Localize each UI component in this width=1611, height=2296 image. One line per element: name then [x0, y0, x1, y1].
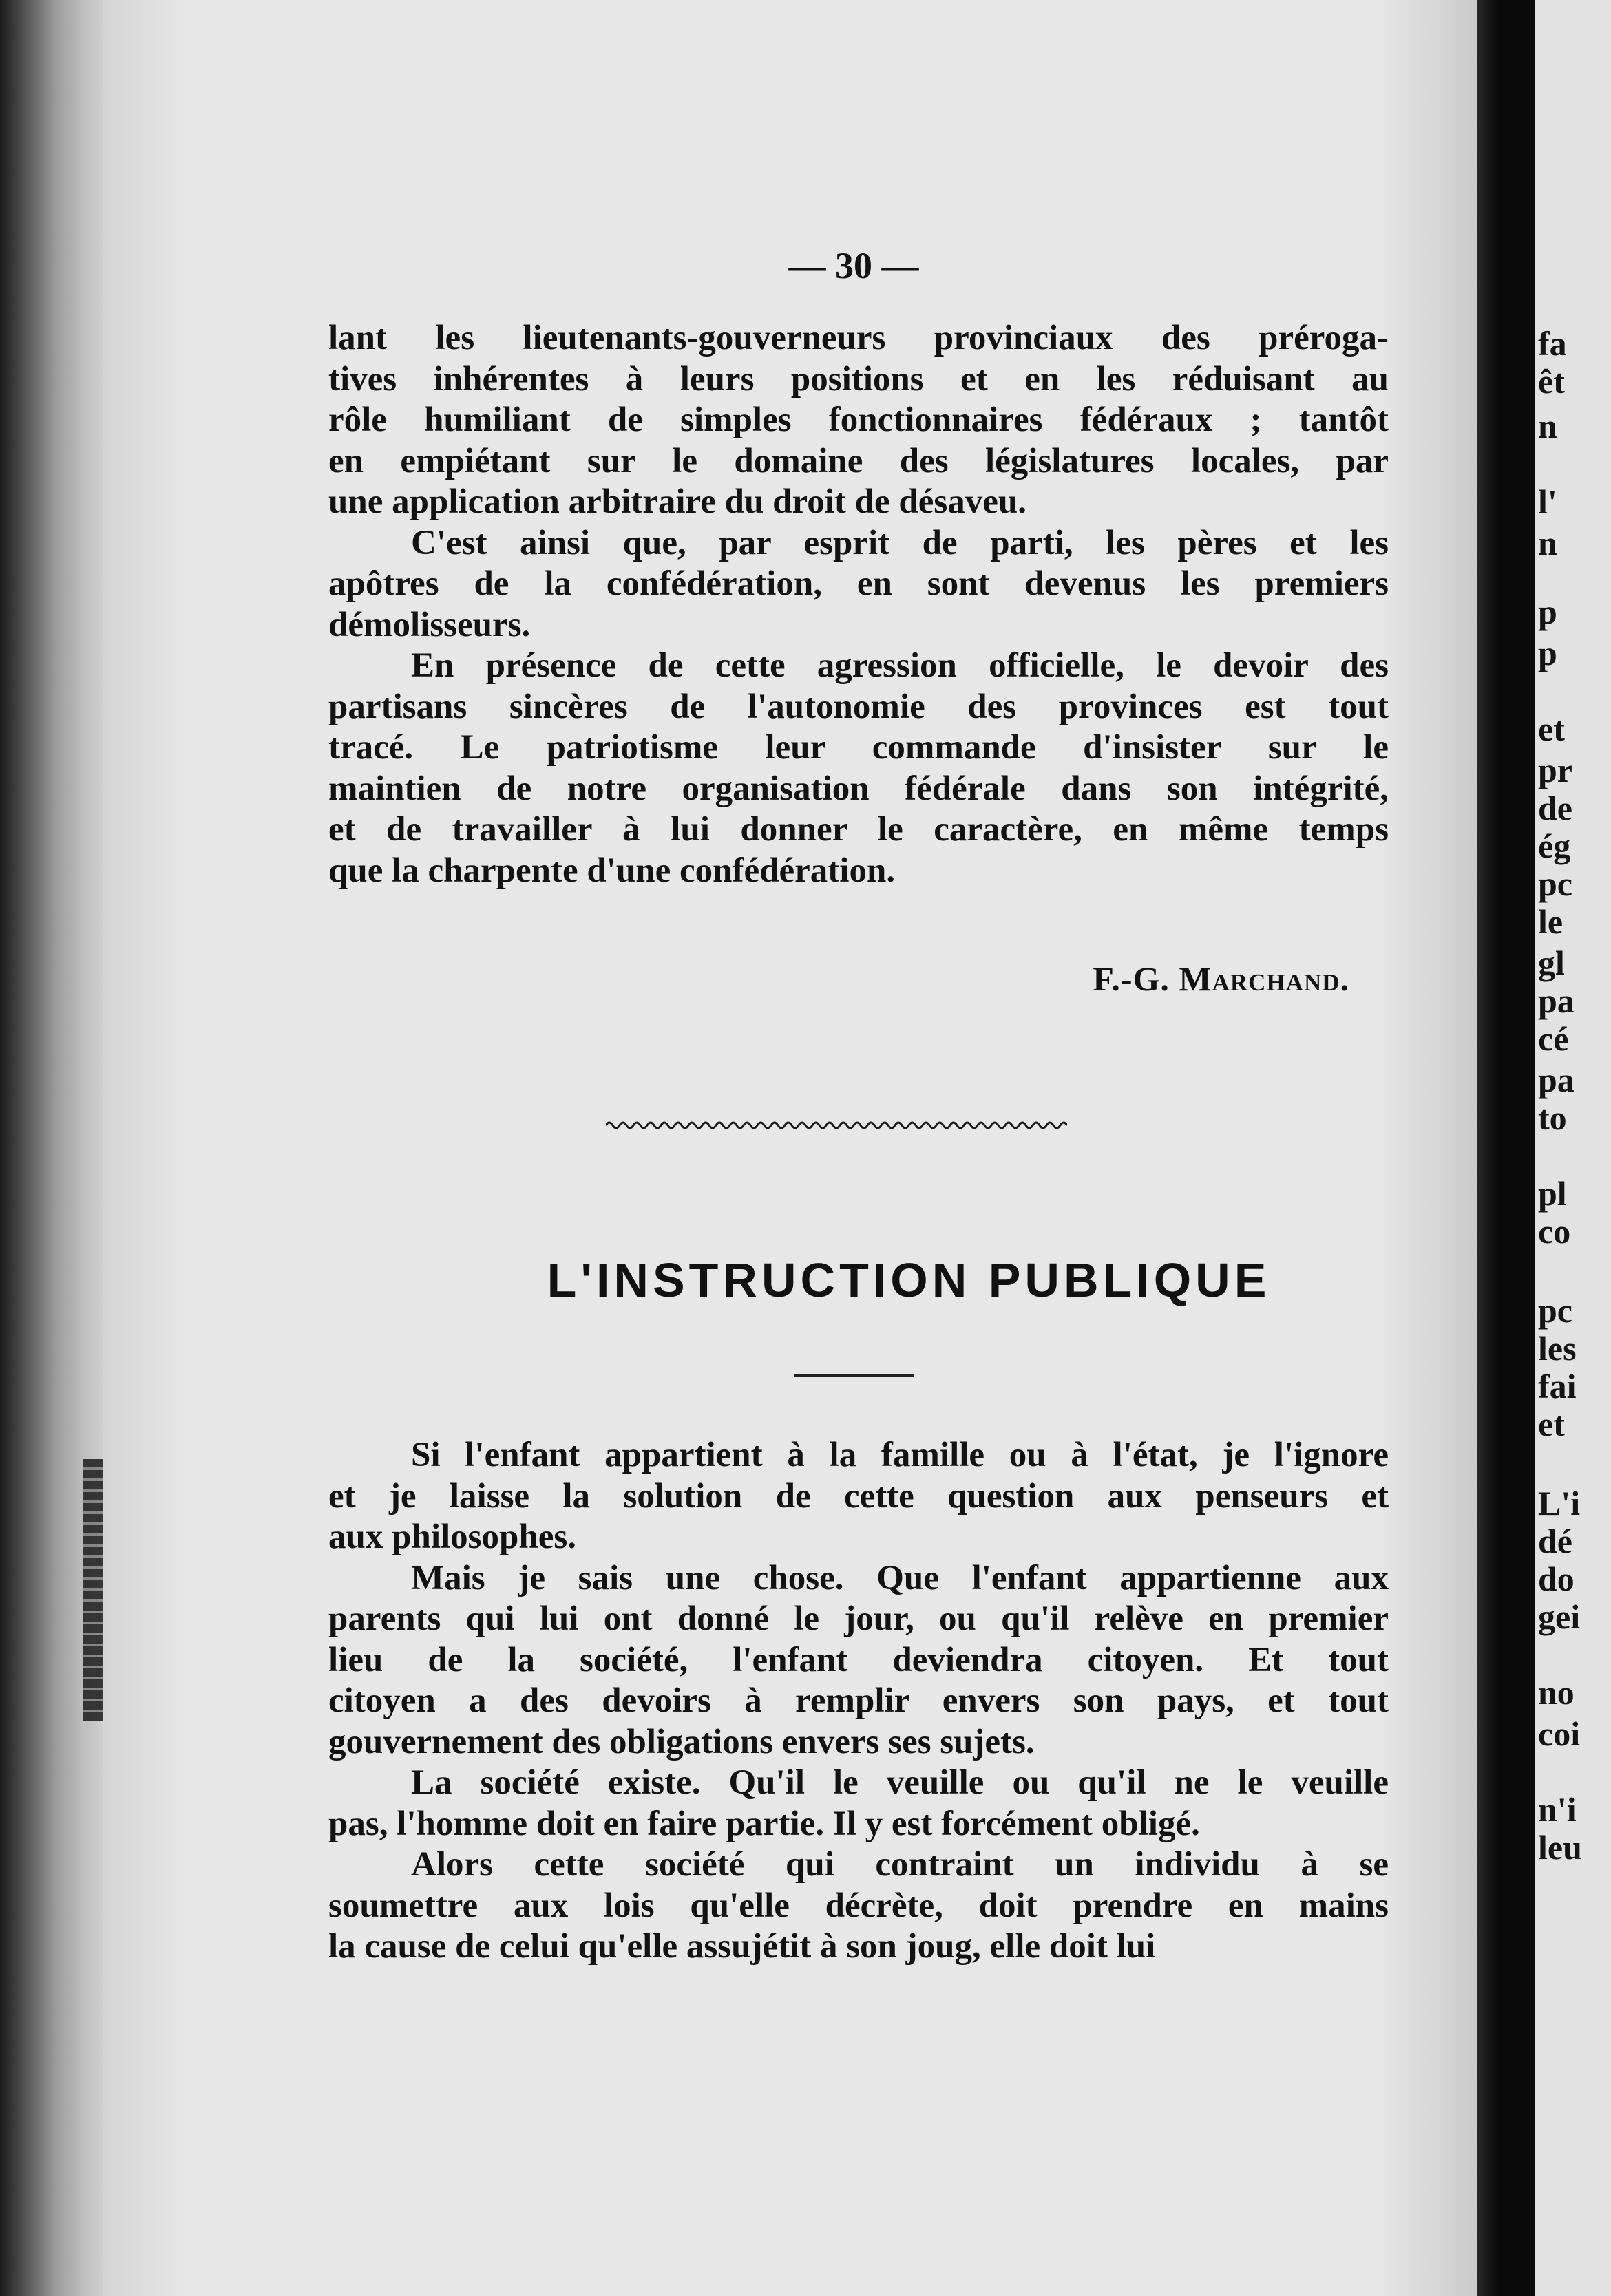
text-line: tracé. Le patriotisme leur commande d'insister sur le — [328, 728, 1389, 767]
next-page-fragment: p — [1538, 593, 1557, 631]
next-page-fragment: co — [1538, 1212, 1571, 1251]
signature-initials: F.-G. — [1093, 959, 1170, 998]
paragraph — [328, 646, 1389, 891]
text-line: parents qui lui ont donné le jour, ou qu'il relève en premier — [328, 1599, 1389, 1638]
text-line: une application arbitraire du droit de désaveu. — [328, 482, 1026, 521]
next-page-fragment: et — [1538, 1405, 1565, 1443]
text-line: tives inhérentes à leurs positions et en les réduisant au — [328, 359, 1389, 398]
next-page-fragment: ég — [1538, 827, 1571, 865]
section-2-text — [328, 1435, 1389, 1968]
next-page-fragment: n — [1538, 524, 1557, 562]
next-page-fragment: n — [1538, 407, 1557, 445]
text-line: C'est ainsi que, par esprit de parti, les pères et les — [411, 523, 1389, 562]
next-page-fragment: l' — [1538, 482, 1557, 521]
next-page-fragment: coi — [1538, 1714, 1581, 1753]
text-line: Alors cette société qui contraint un individu à se — [411, 1845, 1389, 1884]
text-line: partisans sincères de l'autonomie des provinces est tout — [328, 687, 1389, 726]
page-number: — 30 — — [788, 245, 919, 286]
text-line: maintien de notre organisation fédérale dans son intégrité, — [328, 769, 1389, 808]
text-line: En présence de cette agression officielle, le devoir des — [411, 646, 1389, 685]
text-line: en empiétant sur le domaine des législatures locales, par — [328, 441, 1389, 480]
text-line: apôtres de la confédération, en sont devenus les premiers — [328, 564, 1389, 603]
next-page-fragment: dé — [1538, 1522, 1572, 1560]
next-page-fragment: pc — [1538, 864, 1572, 903]
paragraph — [328, 1435, 1389, 1558]
title-underline — [794, 1374, 914, 1377]
decorative-wavy-rule — [606, 1118, 1067, 1132]
next-page-fragment: pl — [1538, 1174, 1567, 1213]
next-page-fragment: do — [1538, 1560, 1575, 1598]
next-page-fragment: le — [1538, 902, 1563, 941]
next-page-fragment: fa — [1538, 324, 1567, 363]
text-line: soumettre aux lois qu'elle décrète, doit prendre en mains — [328, 1886, 1389, 1925]
book-gutter — [1477, 0, 1535, 2296]
paragraph — [328, 523, 1389, 646]
next-page-fragment: gei — [1538, 1597, 1581, 1636]
next-page-fragment: to — [1538, 1098, 1567, 1137]
text-line: rôle humiliant de simples fonctionnaires fédéraux ; tantôt — [328, 401, 1389, 439]
next-page-fragment: pr — [1538, 751, 1572, 789]
text-line: que la charpente d'une confédération. — [328, 851, 896, 890]
text-line: démolisseurs. — [328, 605, 531, 644]
text-line: gouvernement des obligations envers ses sujets. — [328, 1722, 1035, 1761]
next-page-fragment: pc — [1538, 1291, 1572, 1330]
text-line: aux philosophes. — [328, 1518, 576, 1556]
next-page-fragment: fai — [1538, 1367, 1577, 1405]
text-line: lieu de la société, l'enfant deviendra citoyen. Et tout — [328, 1640, 1389, 1679]
section-title: L'INSTRUCTION PUBLIQUE — [547, 1253, 1271, 1307]
next-page-fragment: de — [1538, 789, 1572, 827]
next-page-fragment: êt — [1538, 362, 1565, 401]
signature — [964, 959, 1349, 999]
next-page-fragment: gl — [1538, 944, 1565, 982]
text-line: pas, l'homme doit en faire partie. Il y est forcément obligé. — [328, 1804, 1200, 1843]
next-page-fragment: n'i — [1538, 1790, 1577, 1829]
signature-name: Marchand. — [1179, 959, 1349, 998]
text-line: citoyen a des devoirs à remplir envers son pays, et tout — [328, 1681, 1389, 1720]
text-line: lant les lieutenants-gouverneurs provinciaux des préroga- — [328, 319, 1389, 357]
section-1-text — [328, 318, 1389, 891]
paragraph — [328, 318, 1389, 523]
paragraph — [328, 1845, 1389, 1968]
text-line: Mais je sais une chose. Que l'enfant appartienne aux — [411, 1558, 1389, 1597]
text-line: et je laisse la solution de cette question aux penseurs et — [328, 1476, 1389, 1516]
text-line: Si l'enfant appartient à la famille ou à l'état, je l'ignore — [411, 1436, 1389, 1474]
next-page-margin — [1535, 0, 1611, 2296]
next-page-fragment: leu — [1538, 1828, 1582, 1867]
text-line: la cause de celui qu'elle assujétit à son joug, elle doit lui — [328, 1927, 1156, 1966]
next-page-fragment: cé — [1538, 1019, 1569, 1058]
next-page-fragment: pa — [1538, 1061, 1575, 1099]
next-page-fragment: pa — [1538, 981, 1575, 1020]
book-edge — [0, 0, 103, 2296]
text-line: La société existe. Qu'il le veuille ou qu'il ne le veuille — [411, 1763, 1389, 1802]
paragraph — [328, 1763, 1389, 1845]
next-page-fragment: les — [1538, 1329, 1577, 1368]
text-line: et de travailler à lui donner le caractère, en même temps — [328, 810, 1389, 849]
paragraph — [328, 1558, 1389, 1763]
next-page-fragment: p — [1538, 634, 1557, 672]
next-page-fragment: et — [1538, 710, 1565, 748]
next-page-fragment: no — [1538, 1673, 1575, 1712]
next-page-fragment: L'i — [1538, 1484, 1581, 1522]
